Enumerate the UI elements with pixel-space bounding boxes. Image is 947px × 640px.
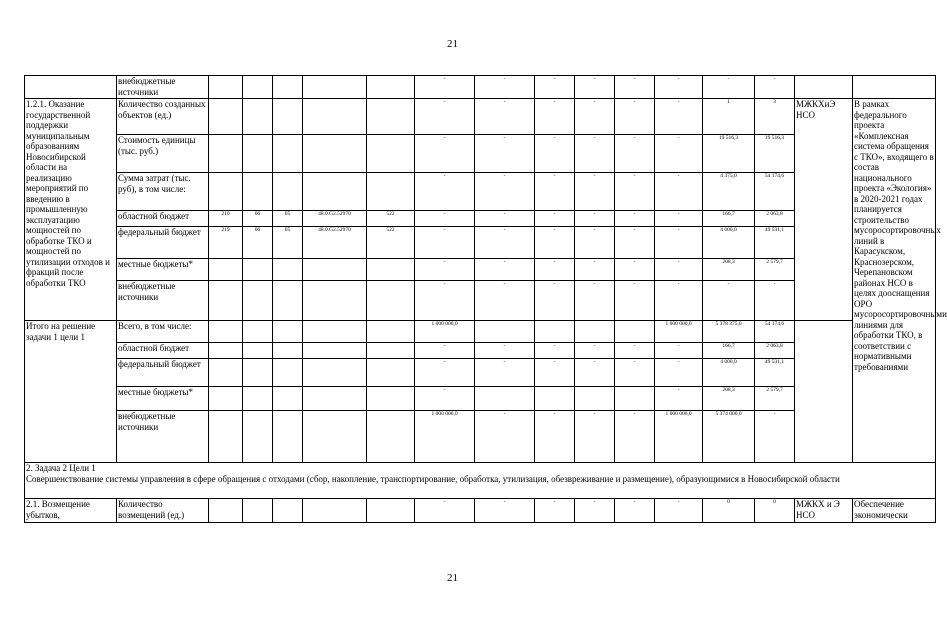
code-cell: 522 bbox=[367, 211, 415, 227]
value-cell: - bbox=[575, 99, 615, 135]
code-cell: 06 bbox=[243, 227, 273, 259]
code-cell bbox=[303, 135, 367, 173]
value-cell: - bbox=[703, 281, 755, 321]
value-cell: 2 063,8 bbox=[755, 343, 795, 359]
value-cell: - bbox=[755, 281, 795, 321]
value-cell: - bbox=[475, 359, 535, 387]
code-cell bbox=[243, 173, 273, 211]
executor: МЖКХ и Э НСО bbox=[795, 499, 853, 523]
value-cell: 4 000,0 bbox=[703, 227, 755, 259]
code-cell bbox=[209, 343, 243, 359]
code-cell bbox=[273, 135, 303, 173]
blank-cell bbox=[795, 76, 853, 99]
code-cell bbox=[303, 387, 367, 411]
value-cell: 208,3 bbox=[703, 387, 755, 411]
value-cell: - bbox=[655, 99, 703, 135]
value-cell: 5 378 375,0 bbox=[703, 321, 755, 343]
value-cell: - bbox=[415, 499, 475, 523]
page-number-bottom: 21 bbox=[447, 572, 458, 584]
table-row bbox=[25, 321, 936, 343]
code-cell bbox=[273, 99, 303, 135]
value-cell: - bbox=[703, 76, 755, 99]
code-cell bbox=[273, 499, 303, 523]
value-cell: - bbox=[535, 259, 575, 281]
value-cell: - bbox=[575, 227, 615, 259]
value-cell: - bbox=[655, 281, 703, 321]
code-cell bbox=[243, 499, 273, 523]
value-cell: - bbox=[415, 99, 475, 135]
value-cell: - bbox=[415, 76, 475, 99]
value-cell: - bbox=[615, 259, 655, 281]
value-cell: 208,3 bbox=[703, 259, 755, 281]
value-cell: - bbox=[415, 227, 475, 259]
code-cell bbox=[367, 259, 415, 281]
value-cell: 1 000 000,0 bbox=[655, 411, 703, 463]
value-cell: 166,7 bbox=[703, 343, 755, 359]
value-cell: - bbox=[575, 359, 615, 387]
value-cell: 2 579,7 bbox=[755, 259, 795, 281]
code-cell bbox=[243, 387, 273, 411]
value-cell: - bbox=[575, 135, 615, 173]
code-cell bbox=[243, 343, 273, 359]
code-cell bbox=[243, 135, 273, 173]
code-cell bbox=[367, 99, 415, 135]
code-cell bbox=[243, 411, 273, 463]
value-cell bbox=[535, 321, 575, 343]
code-cell bbox=[209, 499, 243, 523]
code-cell bbox=[273, 387, 303, 411]
code-cell bbox=[243, 281, 273, 321]
value-cell: - bbox=[575, 173, 615, 211]
value-cell: - bbox=[655, 343, 703, 359]
value-cell: - bbox=[615, 173, 655, 211]
value-cell bbox=[475, 387, 535, 411]
code-cell bbox=[367, 135, 415, 173]
code-cell bbox=[209, 387, 243, 411]
code-cell bbox=[303, 343, 367, 359]
code-cell bbox=[273, 321, 303, 343]
page-number-top: 21 bbox=[447, 38, 458, 50]
code-cell: 06 bbox=[243, 211, 273, 227]
value-cell: - bbox=[475, 499, 535, 523]
value-cell: - bbox=[655, 359, 703, 387]
value-cell: - bbox=[535, 227, 575, 259]
value-cell: - bbox=[615, 281, 655, 321]
value-cell bbox=[575, 387, 615, 411]
value-cell: 1 bbox=[703, 99, 755, 135]
row-label: областной бюджет bbox=[117, 343, 209, 359]
value-cell: - bbox=[615, 359, 655, 387]
code-cell bbox=[209, 411, 243, 463]
code-cell bbox=[209, 321, 243, 343]
value-cell: - bbox=[475, 259, 535, 281]
code-cell bbox=[303, 99, 367, 135]
value-cell: - bbox=[655, 76, 703, 99]
code-cell bbox=[243, 259, 273, 281]
value-cell: 5 374 000,0 bbox=[703, 411, 755, 463]
code-cell bbox=[273, 359, 303, 387]
code-cell: 219 bbox=[209, 227, 243, 259]
code-cell bbox=[209, 359, 243, 387]
value-cell: - bbox=[535, 281, 575, 321]
value-cell bbox=[615, 321, 655, 343]
code-cell: 48.0.G2.52970 bbox=[303, 211, 367, 227]
section-note: Обеспечение экономически bbox=[853, 499, 936, 523]
code-cell bbox=[273, 76, 303, 99]
code-cell: 48.0.G2.52970 bbox=[303, 227, 367, 259]
code-cell bbox=[303, 321, 367, 343]
table-row bbox=[25, 499, 936, 523]
section-title: 2.1. Возмещение убытков, bbox=[25, 499, 117, 523]
task-row bbox=[25, 463, 936, 499]
value-cell: - bbox=[575, 211, 615, 227]
value-cell: - bbox=[615, 211, 655, 227]
value-cell: - bbox=[655, 211, 703, 227]
code-cell bbox=[209, 173, 243, 211]
row-label: местные бюджеты* bbox=[117, 259, 209, 281]
value-cell: - bbox=[475, 76, 535, 99]
code-cell: 522 bbox=[367, 227, 415, 259]
row-label: Стоимость единицы (тыс. руб.) bbox=[117, 135, 209, 173]
table-row bbox=[25, 99, 936, 135]
code-cell bbox=[273, 259, 303, 281]
code-cell bbox=[303, 76, 367, 99]
section-title: 1.2.1. Оказание государственной поддержки муниципальным образованиям Новосибирской области на реализацию мероприятий по введению в промышленную эксплуатацию мощностей по обработке ТКО и мощностей по утилизации отходов и фракций после обработки ТКО bbox=[25, 99, 117, 321]
value-cell: - bbox=[535, 411, 575, 463]
code-cell bbox=[303, 359, 367, 387]
code-cell bbox=[273, 411, 303, 463]
code-cell bbox=[303, 173, 367, 211]
row-label: Количество созданных объектов (ед.) bbox=[117, 99, 209, 135]
value-cell: - bbox=[535, 99, 575, 135]
value-cell: - bbox=[475, 411, 535, 463]
row-label: Количество возмещений (ед.) bbox=[117, 499, 209, 523]
value-cell: - bbox=[475, 211, 535, 227]
value-cell: - bbox=[415, 343, 475, 359]
value-cell bbox=[575, 321, 615, 343]
executor: МЖКХиЭ НСО bbox=[795, 99, 853, 321]
code-cell bbox=[209, 135, 243, 173]
value-cell: - bbox=[415, 259, 475, 281]
row-label: федеральный бюджет bbox=[117, 359, 209, 387]
code-cell bbox=[303, 411, 367, 463]
value-cell: - bbox=[615, 343, 655, 359]
value-cell: 1 000 000,0 bbox=[415, 321, 475, 343]
code-cell bbox=[367, 76, 415, 99]
value-cell: - bbox=[755, 411, 795, 463]
value-cell: - bbox=[655, 135, 703, 173]
value-cell bbox=[535, 387, 575, 411]
code-cell bbox=[273, 281, 303, 321]
code-cell bbox=[367, 321, 415, 343]
value-cell: 4 375,0 bbox=[703, 173, 755, 211]
value-cell: - bbox=[615, 99, 655, 135]
section-note: В рамках федерального проекта «Комплексная система обращения с ТКО», входящего в состав национального проекта «Экология» в 2020-2021 годах планируется строительство мусоросортировочных линий в Карасукском, Краснозерском, Черепановском районах НСО в целях дооснащения ОРО мусоросортировочными линиями для обработки ТКО, в соответствии с нормативными требованиями bbox=[853, 99, 936, 463]
value-cell: - bbox=[415, 135, 475, 173]
code-cell bbox=[367, 343, 415, 359]
value-cell: - bbox=[475, 281, 535, 321]
value-cell: - bbox=[475, 135, 535, 173]
code-cell bbox=[367, 359, 415, 387]
value-cell: - bbox=[535, 173, 575, 211]
value-cell: - bbox=[655, 173, 703, 211]
value-cell: - bbox=[415, 281, 475, 321]
value-cell: - bbox=[615, 411, 655, 463]
value-cell: 2 063,8 bbox=[755, 211, 795, 227]
value-cell: - bbox=[475, 99, 535, 135]
value-cell: - bbox=[615, 227, 655, 259]
code-cell bbox=[243, 99, 273, 135]
code-cell: 210 bbox=[209, 211, 243, 227]
program-table bbox=[24, 75, 947, 523]
value-cell: - bbox=[415, 359, 475, 387]
value-cell: - bbox=[755, 76, 795, 99]
value-cell: - bbox=[475, 227, 535, 259]
table-row bbox=[25, 76, 936, 99]
value-cell: 54 174,6 bbox=[755, 321, 795, 343]
code-cell bbox=[209, 99, 243, 135]
value-cell: 19 516,3 bbox=[755, 135, 795, 173]
value-cell: 3 bbox=[755, 99, 795, 135]
value-cell: - bbox=[415, 173, 475, 211]
value-cell: 0 bbox=[755, 499, 795, 523]
value-cell: - bbox=[535, 343, 575, 359]
value-cell: 49 531,1 bbox=[755, 359, 795, 387]
blank-cell bbox=[25, 76, 117, 99]
code-cell bbox=[209, 281, 243, 321]
value-cell: 19 516,3 bbox=[703, 135, 755, 173]
code-cell bbox=[243, 321, 273, 343]
value-cell: - bbox=[575, 259, 615, 281]
value-cell: - bbox=[535, 359, 575, 387]
value-cell: - bbox=[535, 135, 575, 173]
value-cell: - bbox=[475, 343, 535, 359]
code-cell bbox=[367, 387, 415, 411]
value-cell: - bbox=[415, 211, 475, 227]
value-cell: 0 bbox=[703, 499, 755, 523]
value-cell: - bbox=[535, 211, 575, 227]
code-cell bbox=[303, 281, 367, 321]
code-cell bbox=[243, 76, 273, 99]
value-cell: 54 174,6 bbox=[755, 173, 795, 211]
code-cell bbox=[303, 259, 367, 281]
code-cell: 05 bbox=[273, 211, 303, 227]
row-label: внебюджетные источники bbox=[117, 411, 209, 463]
value-cell: - bbox=[575, 343, 615, 359]
value-cell: 49 531,1 bbox=[755, 227, 795, 259]
value-cell: - bbox=[575, 499, 615, 523]
value-cell: - bbox=[615, 76, 655, 99]
value-cell: - bbox=[575, 411, 615, 463]
code-cell: 05 bbox=[273, 227, 303, 259]
code-cell bbox=[273, 343, 303, 359]
code-cell bbox=[209, 259, 243, 281]
value-cell: - bbox=[535, 76, 575, 99]
code-cell bbox=[209, 76, 243, 99]
code-cell bbox=[273, 173, 303, 211]
row-label: областной бюджет bbox=[117, 211, 209, 227]
row-label: внебюджетные источники bbox=[117, 76, 209, 99]
value-cell: 166,7 bbox=[703, 211, 755, 227]
row-label: Сумма затрат (тыс. руб), в том числе: bbox=[117, 173, 209, 211]
value-cell: 1 000 000,0 bbox=[655, 321, 703, 343]
value-cell: - bbox=[655, 227, 703, 259]
value-cell: - bbox=[575, 76, 615, 99]
code-cell bbox=[243, 359, 273, 387]
row-label: местные бюджеты* bbox=[117, 387, 209, 411]
row-label: федеральный бюджет bbox=[117, 227, 209, 259]
value-cell bbox=[475, 321, 535, 343]
blank-cell bbox=[853, 76, 936, 99]
value-cell: - bbox=[655, 499, 703, 523]
value-cell: - bbox=[475, 173, 535, 211]
code-cell bbox=[367, 411, 415, 463]
value-cell: - bbox=[415, 387, 475, 411]
value-cell: 4 000,0 bbox=[703, 359, 755, 387]
value-cell bbox=[615, 387, 655, 411]
value-cell: - bbox=[575, 281, 615, 321]
value-cell: - bbox=[615, 499, 655, 523]
code-cell bbox=[367, 173, 415, 211]
code-cell bbox=[367, 499, 415, 523]
total-title: Итого на решение задачи 1 цели 1 bbox=[25, 321, 117, 463]
code-cell bbox=[367, 281, 415, 321]
code-cell bbox=[303, 499, 367, 523]
value-cell: 1 000 000,0 bbox=[415, 411, 475, 463]
value-cell: - bbox=[655, 387, 703, 411]
blank-cell bbox=[795, 321, 853, 463]
row-label: внебюджетные источники bbox=[117, 281, 209, 321]
value-cell: - bbox=[655, 259, 703, 281]
task-heading: 2. Задача 2 Цели 1 Совершенствование системы управления в сфере обращения с отходами (сбор, накопление, транспортирование, обработка, утилизация, обезвреживание и размещение), образующимися в Новосибирской области bbox=[25, 463, 936, 499]
value-cell: 2 579,7 bbox=[755, 387, 795, 411]
value-cell: - bbox=[615, 135, 655, 173]
value-cell: - bbox=[535, 499, 575, 523]
row-label: Всего, в том числе: bbox=[117, 321, 209, 343]
